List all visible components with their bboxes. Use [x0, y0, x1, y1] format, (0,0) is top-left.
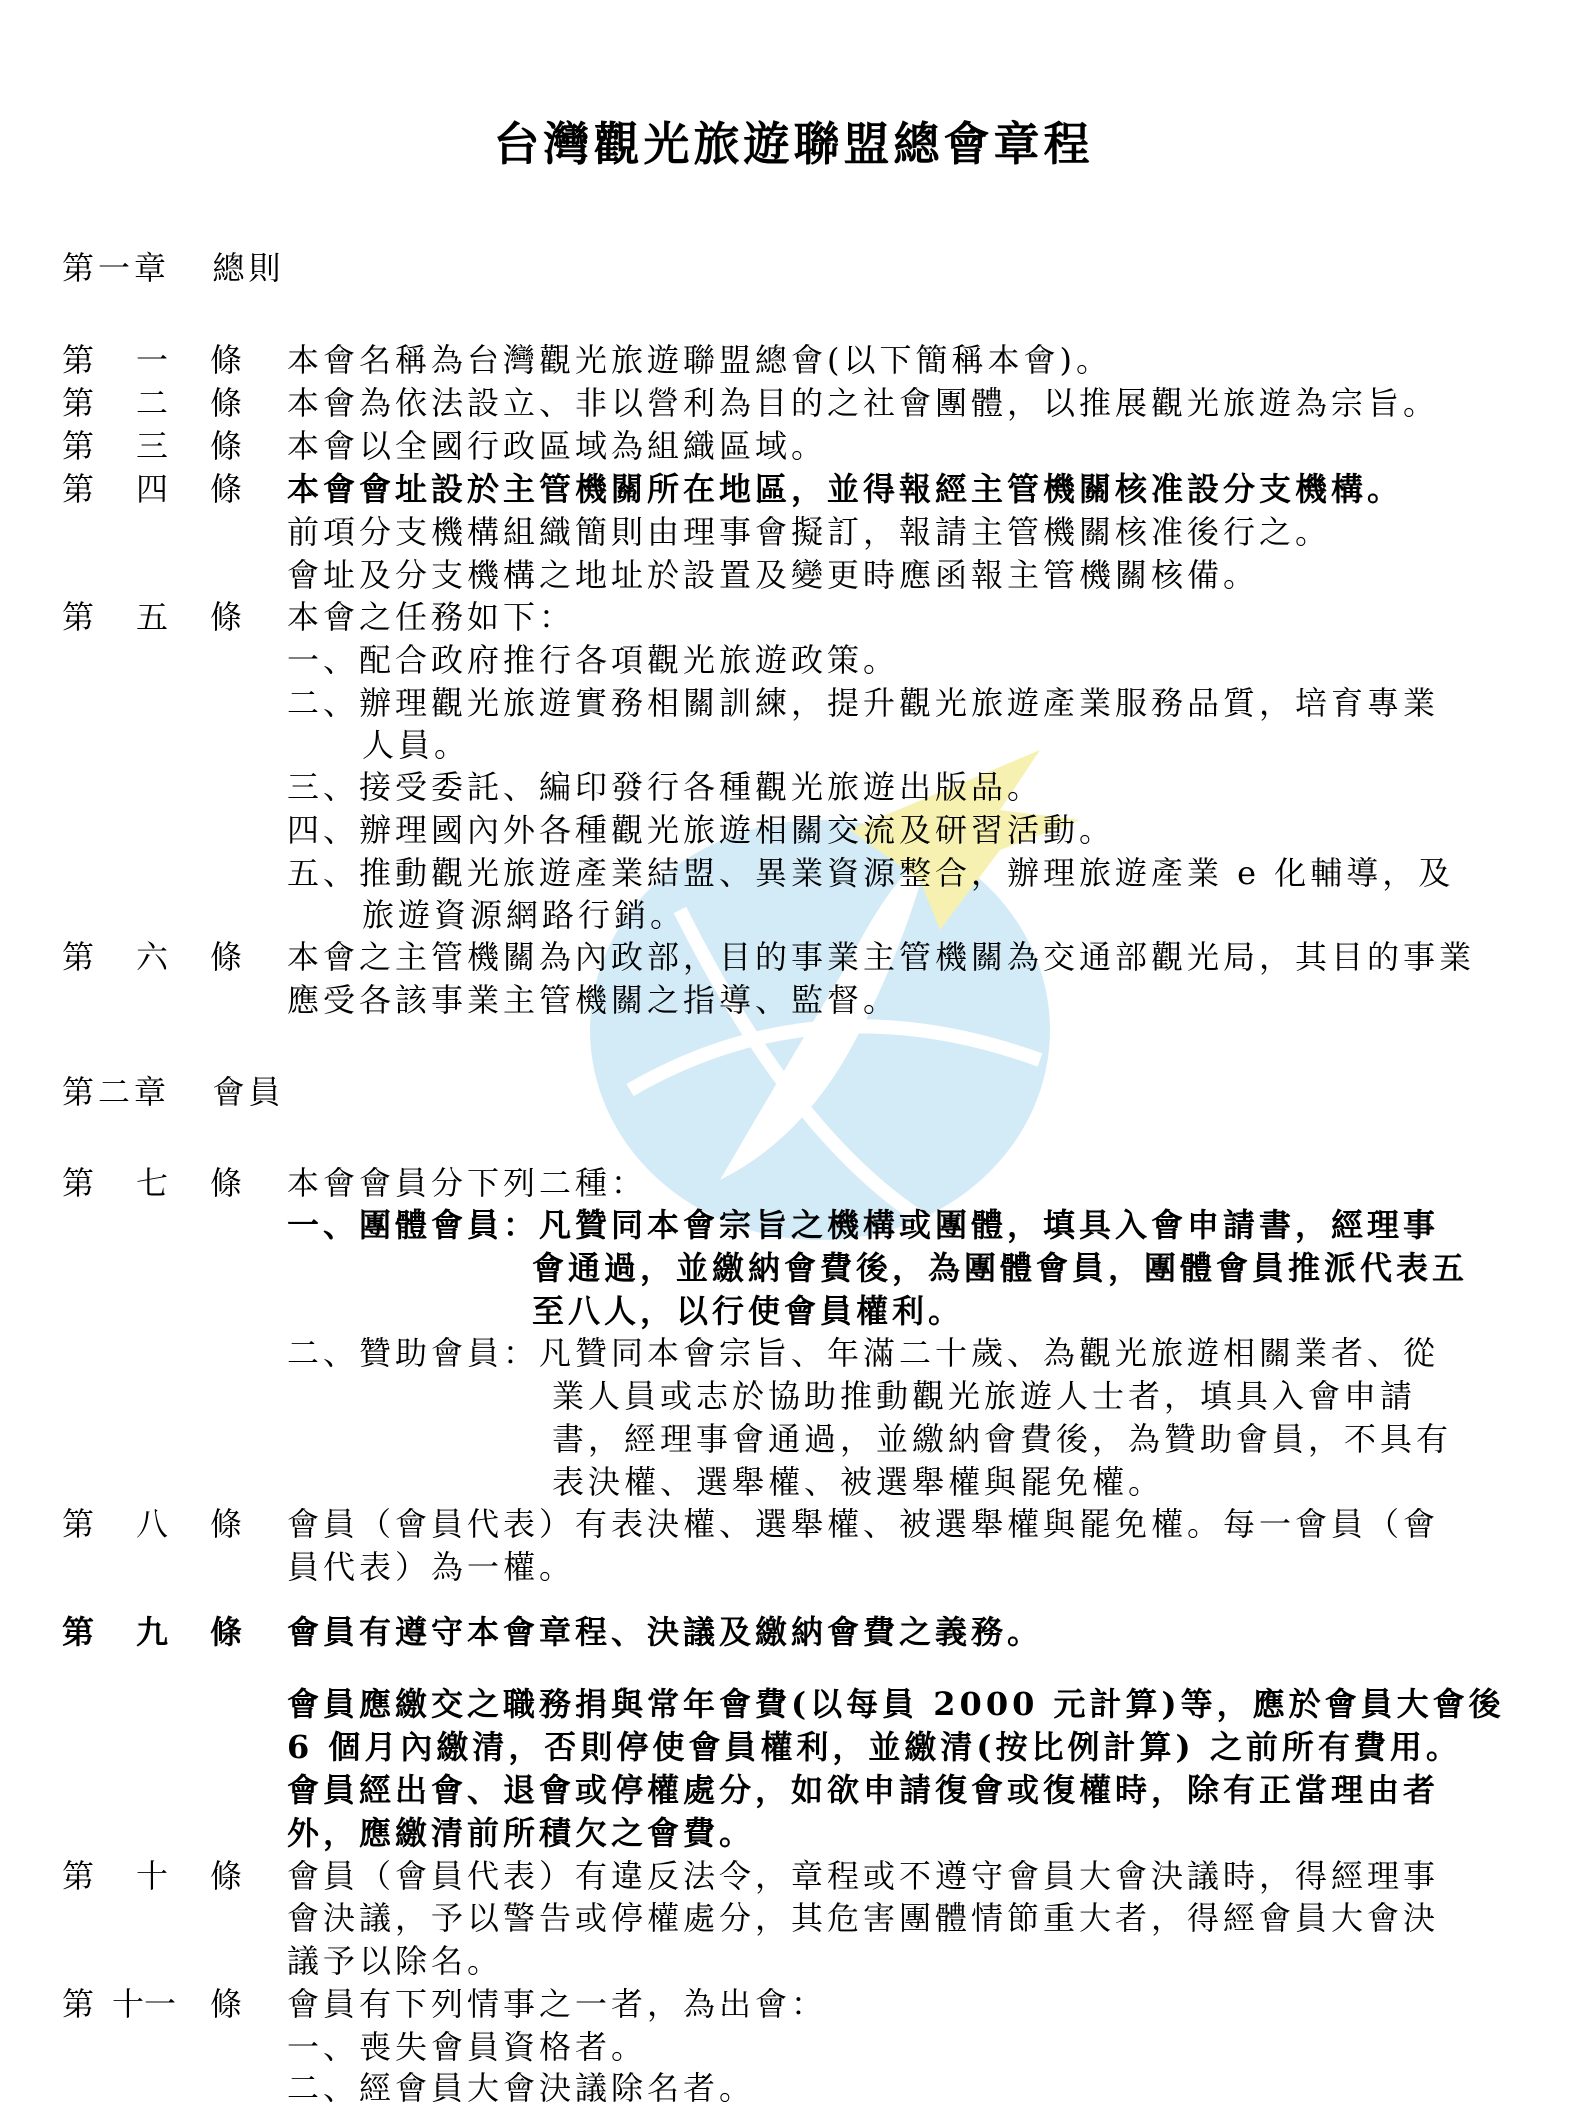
article-marker-part: 條 — [210, 598, 243, 636]
chapter-heading — [62, 1072, 285, 1112]
article-text: 本會會員分下列二種： — [287, 1164, 648, 1202]
article-text: 6 個月內繳清，否則停使會員權利，並繳清(按比例計算) 之前所有費用。 — [287, 1728, 1462, 1766]
article-marker-part: 條 — [210, 341, 243, 379]
article-marker-part: 第 — [62, 427, 95, 465]
list-item: 二、經會員大會決議除名者。 — [287, 2069, 756, 2107]
article-text: 本會為依法設立、非以營利為目的之社會團體，以推展觀光旅遊為宗旨。 — [287, 384, 1440, 422]
article-text: 會員（會員代表）有違反法令，章程或不遵守會員大會決議時，得經理事 — [287, 1857, 1440, 1895]
article-text: 會員有遵守本會章程、決議及繳納會費之義務。 — [287, 1613, 1044, 1651]
article-text: 本會之主管機關為內政部，目的事業主管機關為交通部觀光局，其目的事業 — [287, 938, 1476, 976]
article-text: 會員應繳交之職務捐與常年會費(以每員 2000 元計算)等，應於會員大會後 — [287, 1685, 1505, 1723]
list-item-cont: 會通過，並繳納會費後，為團體會員，團體會員推派代表五 — [532, 1249, 1469, 1287]
article-marker-part: 條 — [210, 1505, 243, 1543]
list-item: 一、團體會員：凡贊同本會宗旨之機構或團體，填具入會申請書，經理事 — [287, 1206, 1440, 1244]
article-marker-part: 第 — [62, 341, 95, 379]
article-marker-part: 第 — [62, 470, 95, 508]
list-item: 二、辦理觀光旅遊實務相關訓練，提升觀光旅遊產業服務品質，培育專業 — [287, 684, 1440, 722]
article-marker-part: 條 — [210, 384, 243, 422]
article-text: 會員有下列情事之一者，為出會： — [287, 1985, 828, 2023]
article-marker-part: 第 — [62, 1857, 95, 1895]
article-marker-part: 條 — [210, 1613, 243, 1651]
article-text: 會員經出會、退會或停權處分，如欲申請復會或復權時，除有正當理由者 — [287, 1771, 1440, 1809]
list-item-cont: 至八人，以行使會員權利。 — [532, 1292, 965, 1330]
article-text: 應受各該事業主管機關之指導、監督。 — [287, 981, 900, 1019]
article-text: 員代表）為一權。 — [287, 1548, 576, 1586]
article-marker-part: 六 — [136, 938, 169, 976]
article-marker-part: 條 — [210, 1164, 243, 1202]
article-marker-part: 條 — [210, 1985, 243, 2023]
article-marker-part: 七 — [136, 1164, 169, 1202]
list-item-cont: 書，經理事會通過，並繳納會費後，為贊助會員，不具有 — [552, 1420, 1453, 1458]
article-text: 本會以全國行政區域為組織區域。 — [287, 427, 828, 465]
article-marker-part: 十一 — [112, 1985, 177, 2023]
chapter-name: 總則 — [212, 249, 285, 287]
article-text: 會決議，予以警告或停權處分，其危害團體情節重大者，得經會員大會決 — [287, 1899, 1440, 1937]
article-text: 外，應繳清前所積欠之會費。 — [287, 1814, 756, 1852]
list-item-cont: 旅遊資源網路行銷。 — [362, 896, 687, 934]
article-text: 本會會址設於主管機關所在地區，並得報經主管機關核准設分支機構。 — [287, 470, 1404, 508]
article-marker-part: 第 — [62, 384, 95, 422]
article-text: 前項分支機構組織簡則由理事會擬訂，報請主管機關核准後行之。 — [287, 513, 1332, 551]
list-item: 四、辦理國內外各種觀光旅遊相關交流及研習活動。 — [287, 811, 1116, 849]
article-marker-part: 三 — [136, 427, 169, 465]
list-item: 二、贊助會員：凡贊同本會宗旨、年滿二十歲、為觀光旅遊相關業者、從 — [287, 1334, 1440, 1372]
article-marker-part: 第 — [62, 1613, 95, 1651]
article-marker-part: 十 — [136, 1857, 169, 1895]
list-item-cont: 人員。 — [362, 726, 471, 764]
article-marker-part: 四 — [136, 470, 169, 508]
list-item: 五、推動觀光旅遊產業結盟、異業資源整合，辦理旅遊產業 e 化輔導，及 — [287, 854, 1455, 892]
article-marker-part: 第 — [62, 1985, 95, 2023]
chapter-name: 會員 — [212, 1073, 285, 1111]
document-title: 台灣觀光旅遊聯盟總會章程 — [493, 117, 1094, 171]
article-text: 本會之任務如下： — [287, 598, 576, 636]
article-marker-part: 二 — [136, 384, 169, 422]
article-marker-part: 第 — [62, 598, 95, 636]
list-item: 一、配合政府推行各項觀光旅遊政策。 — [287, 641, 900, 679]
article-text: 本會名稱為台灣觀光旅遊聯盟總會(以下簡稱本會)。 — [287, 341, 1112, 379]
article-marker-part: 條 — [210, 938, 243, 976]
chapter-label: 第二章 — [62, 1073, 171, 1111]
list-item-cont: 業人員或志於協助推動觀光旅遊人士者，填具入會申請 — [552, 1377, 1417, 1415]
article-marker-part: 條 — [210, 470, 243, 508]
chapter-heading — [62, 248, 285, 288]
article-marker-part: 條 — [210, 1857, 243, 1895]
list-item: 一、喪失會員資格者。 — [287, 2028, 648, 2066]
list-item: 三、接受委託、編印發行各種觀光旅遊出版品。 — [287, 768, 1044, 806]
article-marker-part: 九 — [136, 1613, 169, 1651]
article-marker-part: 八 — [136, 1505, 169, 1543]
article-marker-part: 第 — [62, 1505, 95, 1543]
list-item-cont: 表決權、選舉權、被選舉權與罷免權。 — [552, 1463, 1165, 1501]
article-marker-part: 五 — [136, 598, 169, 636]
article-text: 會址及分支機構之地址於設置及變更時應函報主管機關核備。 — [287, 556, 1260, 594]
article-text: 會員（會員代表）有表決權、選舉權、被選舉權與罷免權。每一會員（會 — [287, 1505, 1440, 1543]
article-marker-part: 一 — [136, 341, 169, 379]
chapter-label: 第一章 — [62, 249, 171, 287]
article-marker-part: 第 — [62, 1164, 95, 1202]
article-text: 議予以除名。 — [287, 1942, 504, 1980]
article-marker-part: 第 — [62, 938, 95, 976]
article-marker-part: 條 — [210, 427, 243, 465]
